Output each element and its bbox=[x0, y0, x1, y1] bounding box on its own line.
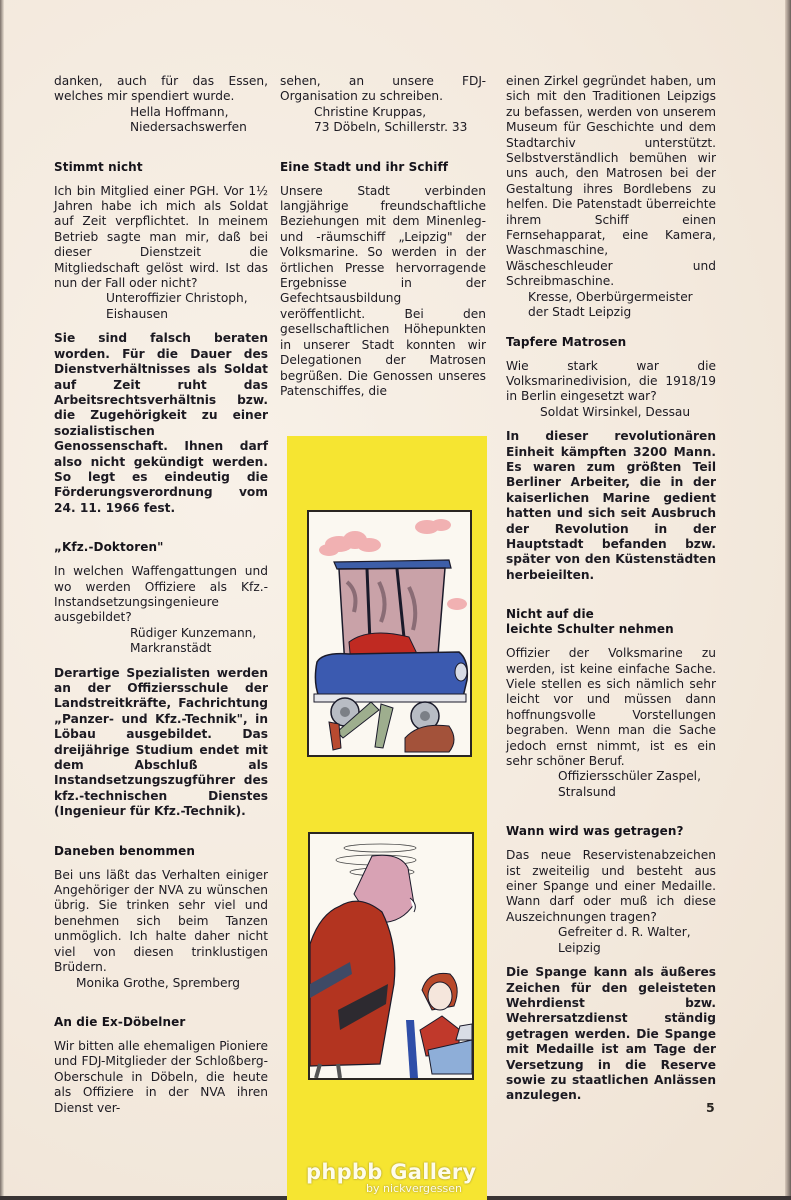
bottle-man-cartoon-drawing bbox=[310, 834, 472, 1078]
letter-text: Wir bitten alle ehemaligen Pioniere und FDJ-Mitglieder der Schloßberg-Oberschule in Döbeln, die heute als Offiziere in der NVA ihren Dienst ver- bbox=[54, 1038, 268, 1115]
letter-signature-place: Niedersachswerfen bbox=[130, 120, 247, 135]
section-heading-stimmt-nicht: Stimmt nicht bbox=[54, 159, 143, 174]
letter-signature-place: Stralsund bbox=[558, 784, 616, 799]
continued-letter-text: sehen, an unsere FDJ-Organisation zu schreiben. bbox=[280, 74, 486, 104]
letter-signature-place: der Stadt Leipzig bbox=[528, 305, 632, 320]
letter-signature-name: Offiziersschüler Zaspel, bbox=[558, 769, 701, 784]
letter-signature-name: Hella Hoffmann, bbox=[130, 104, 229, 119]
watermark-subtitle: by nickvergessen bbox=[366, 1182, 462, 1195]
cartoon-dancing-illustration bbox=[308, 832, 474, 1080]
letter-signature-place: Eishausen bbox=[106, 306, 168, 321]
letter-text: Offizier der Volksmarine zu werden, ist keine einfache Sache. Viele stellen es sich nämlich sehr leicht vor und müssen dann hoffnungsvolle Vorstellungen begraben. Wenn man die Sache jedoch ernst nimmt, ist es ein sehr schöner Beruf. bbox=[506, 646, 716, 769]
section-heading-an-die-ex-doebelner: An die Ex-Döbelner bbox=[54, 1014, 186, 1029]
section-heading-eine-stadt-und-ihr-schiff: Eine Stadt und ihr Schiff bbox=[280, 159, 449, 174]
letter-signature-name: Gefreiter d. R. Walter, bbox=[558, 925, 691, 940]
editorial-answer: Derartige Spezialisten werden an der Offiziersschule der Landstreitkräfte, Fachrichtung „Panzer- und Kfz.-Technik", in Löbau ausgebildet. Das dreijährige Studium endet mit dem Abschluß als Instandsetzungszugführer des kfz.-technischen Dienstes (Ingenieur für Kfz.-Technik). bbox=[54, 665, 268, 819]
column-2 bbox=[280, 74, 486, 399]
letter-text: Bei uns läßt das Verhalten einiger Angehöriger der NVA zu wünschen übrig. Sie trinken sehr viel und benehmen sich beim Tanzen unmöglich. Ich halte daher nicht viel von diesen trinklustigen Brüdern. bbox=[54, 867, 268, 975]
continued-letter-text: einen Zirkel gegründet haben, um sich mit den Traditionen Leipzigs zu befassen, werden von unserem Museum für Geschichte und dem Stadtarchiv unterstützt. Selbstverständlich bemühen wir uns auch, den Matrosen bei der Gestaltung ihres Bordlebens zu helfen. Die Patenstadt überreichte ihrem Schiff einen Fernsehapparat, eine Kamera, Waschmaschine, Wäscheschleuder und Schreibmaschine. bbox=[506, 74, 716, 289]
section-heading-daneben-benommen: Daneben benommen bbox=[54, 843, 195, 858]
section-heading-line-1: Nicht auf die bbox=[506, 607, 594, 622]
letter-text: Das neue Reservistenabzeichen ist zweiteilig und besteht aus einer Spange und einer Medaille. Wann darf oder muß ich diese Auszeichnungen tragen? bbox=[506, 848, 716, 924]
watermark-title: phpbb Gallery bbox=[306, 1160, 477, 1184]
editorial-answer: Die Spange kann als äußeres Zeichen für den geleisteten Wehrdienst bzw. Wehrersatzdienst ständig getragen werden. Die Spange mit Medaille ist am Tage der Versetzung in die Reserve sowie zu staatlichen Anlässen anzulegen. bbox=[506, 965, 716, 1103]
letter-signature-place: Leipzig bbox=[558, 940, 601, 955]
letter-text: In welchen Waffengattungen und wo werden Offiziere als Kfz.-Instandsetzungsingenieure ausgebildet? bbox=[54, 564, 268, 625]
column-1 bbox=[54, 74, 268, 1116]
continued-letter-text: danken, auch für das Essen, welches mir spendiert wurde. bbox=[54, 74, 268, 104]
page-number: 5 bbox=[706, 1100, 715, 1115]
letter-signature: Monika Grothe, Spremberg bbox=[76, 975, 241, 990]
letter-signature-name: Christine Kruppas, bbox=[314, 104, 427, 119]
editorial-answer: Sie sind falsch beraten worden. Für die Dauer des Dienstverhältnisses als Soldat auf Zeit ruht das Arbeitsrechtsverhältnis bzw. die Zugehörigkeit zu einer sozialistischen Genossenschaft. Ihnen darf also nicht gekündigt werden. So legt es eindeutig die Förderungsverordnung vom 24. 11. 1966 fest. bbox=[54, 331, 268, 515]
page-edge-shadow-left bbox=[0, 0, 4, 1200]
car-cartoon-drawing bbox=[309, 512, 470, 755]
letter-text: Wie stark war die Volksmarinedivision, die 1918/19 in Berlin eingesetzt war? bbox=[506, 358, 716, 404]
letter-signature: Soldat Wirsinkel, Dessau bbox=[540, 404, 691, 419]
column-3 bbox=[506, 74, 716, 1104]
letter-signature-place: Markranstädt bbox=[130, 641, 212, 656]
letter-signature-name: Kresse, Oberbürgermeister bbox=[528, 289, 693, 304]
letter-signature-place: 73 Döbeln, Schillerstr. 33 bbox=[314, 120, 468, 135]
letter-signature-name: Unteroffizier Christoph, bbox=[106, 291, 248, 306]
cartoon-car-illustration bbox=[307, 510, 472, 757]
section-heading-line-2: leichte Schulter nehmen bbox=[506, 622, 674, 637]
section-heading-kfz-doktoren: „Kfz.-Doktoren" bbox=[54, 540, 164, 555]
letter-text: Ich bin Mitglied einer PGH. Vor 1½ Jahren habe ich mich als Soldat auf Zeit verpflichtet. In meinem Betrieb sagte man mir, daß bei dieser Dienstzeit die Mitgliedschaft gelöst wird. Ist das nun der Fall oder nicht? bbox=[54, 183, 268, 291]
editorial-answer: In dieser revolutionären Einheit kämpften 3200 Mann. Es waren zum größten Teil Berliner Arbeiter, die in der kaiserlichen Marine gedient hatten und sich seit Ausbruch der Revolution in der Hauptstadt befanden bzw. später von den Küstenstädten herbeieilten. bbox=[506, 429, 716, 582]
section-heading-wann-wird-was-getragen: Wann wird was getragen? bbox=[506, 824, 684, 839]
gallery-watermark bbox=[306, 1160, 486, 1196]
section-heading-tapfere-matrosen: Tapfere Matrosen bbox=[506, 334, 627, 349]
letter-text: Unsere Stadt verbinden langjährige freundschaftliche Beziehungen mit dem Minenleg- und -räumschiff „Leipzig" der Volksmarine. So werden in der örtlichen Presse hervorragende Ergebnisse in der Gefechtsausbildung veröffentlicht. Bei den gesellschaftlichen Höhepunkten in unserer Stadt konnten wir Delegationen der Matrosen begrüßen. Die Genossen unseres Patenschiffes, die bbox=[280, 183, 486, 398]
letter-signature-name: Rüdiger Kunzemann, bbox=[130, 625, 257, 640]
page-edge-shadow-right bbox=[785, 0, 791, 1200]
